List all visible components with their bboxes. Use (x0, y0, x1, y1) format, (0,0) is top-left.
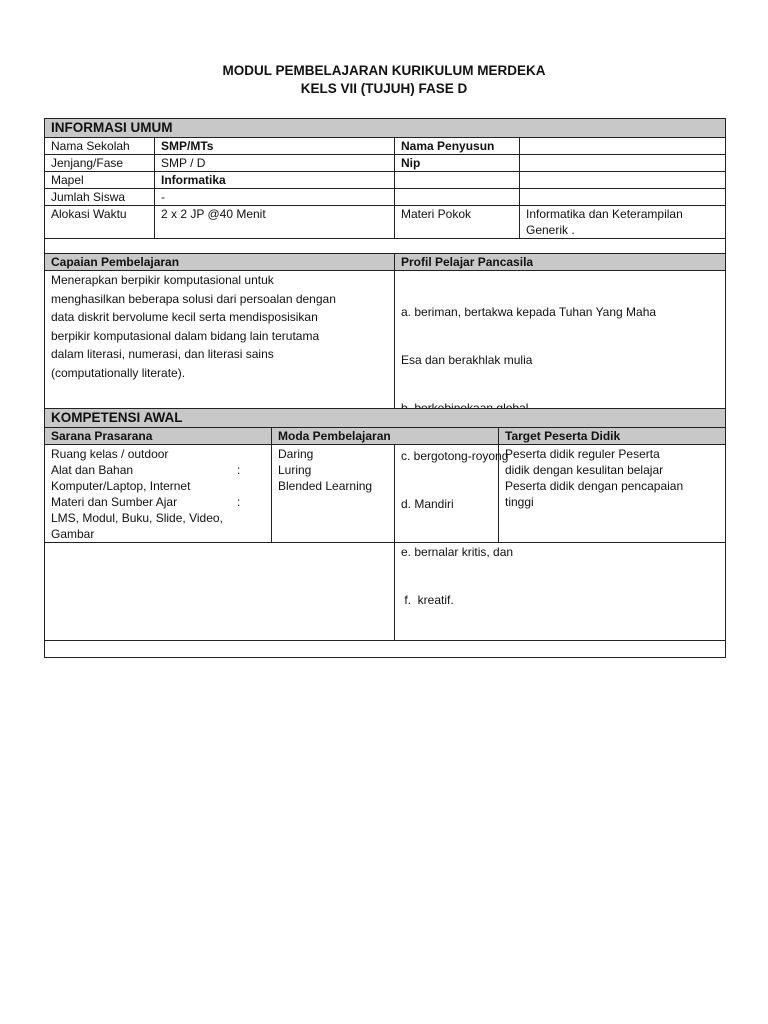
capaian-heading: Capaian Pembelajaran (45, 254, 395, 271)
profil-item: d. Mandiri (401, 497, 454, 511)
target-heading: Target Peserta Didik (499, 428, 726, 445)
sarana-line: LMS, Modul, Buku, Slide, Video, (51, 511, 223, 525)
informasi-umum-table (44, 118, 726, 254)
info-label-2 (395, 189, 520, 206)
info-value-2 (520, 189, 726, 206)
info-value: SMP / D (155, 155, 395, 172)
info-label: Jenjang/Fase (45, 155, 155, 172)
profil-item: c. bergotong-royong (401, 449, 509, 463)
profil-heading: Profil Pelajar Pancasila (395, 254, 726, 271)
info-label-2: Nama Penyusun (395, 138, 520, 155)
capaian-line: berpikir komputasional dalam bidang lain terutama (51, 328, 320, 343)
moda-cell (272, 445, 499, 543)
info-row (45, 189, 726, 206)
moda-item: Daring (278, 447, 314, 461)
profil-item: f. kreatif. (401, 593, 454, 607)
target-line: Peserta didik reguler Peserta (505, 447, 660, 461)
info-row (45, 172, 726, 189)
info-label: Alokasi Waktu (45, 206, 155, 239)
profil-item: e. bernalar kritis, dan (401, 545, 514, 559)
document-title (0, 62, 768, 98)
sarana-cell (45, 445, 272, 543)
sarana-line: Gambar (51, 527, 95, 541)
title-line-2: KELS VII (TUJUH) FASE D (300, 81, 468, 96)
sarana-line-with-colon (51, 462, 265, 478)
info-value-2: Informatika dan Keterampilan Generik . (520, 206, 726, 239)
info-value: 2 x 2 JP @40 Menit (155, 206, 395, 239)
info-value-2 (520, 138, 726, 155)
target-cell (499, 445, 726, 543)
moda-item: Blended Learning (278, 479, 373, 493)
kompetensi-awal-heading: KOMPETENSI AWAL (45, 409, 726, 428)
sarana-line: Komputer/Laptop, Internet (51, 479, 191, 493)
moda-item: Luring (278, 463, 312, 477)
spacer-row (45, 641, 726, 658)
profil-item: Esa dan berakhlak mulia (401, 353, 533, 367)
target-line: Peserta didik dengan pencapaian (505, 479, 684, 493)
moda-heading: Moda Pembelajaran (272, 428, 499, 445)
info-label: Nama Sekolah (45, 138, 155, 155)
informasi-umum-heading: INFORMASI UMUM (45, 119, 726, 138)
capaian-line: Menerapkan berpikir komputasional untuk (51, 273, 274, 287)
info-row (45, 138, 726, 155)
profil-item: a. beriman, bertakwa kepada Tuhan Yang Maha (401, 305, 657, 319)
info-label: Mapel (45, 172, 155, 189)
info-label-2: Materi Pokok (395, 206, 520, 239)
kompetensi-awal-table (44, 408, 726, 543)
info-label: Jumlah Siswa (45, 189, 155, 206)
colon: : (237, 495, 241, 509)
target-line: tinggi (505, 495, 534, 509)
info-label-2: Nip (395, 155, 520, 172)
info-row (45, 206, 726, 239)
info-label-2 (395, 172, 520, 189)
capaian-line: data diskrit bervolume kecil serta mendisposisikan (51, 310, 318, 324)
sarana-heading: Sarana Prasarana (45, 428, 272, 445)
colon: : (237, 463, 241, 477)
sarana-line-with-colon (51, 494, 265, 510)
sarana-label: Materi dan Sumber Ajar (51, 495, 178, 509)
capaian-line: menghasilkan beberapa solusi dari persoalan dengan (51, 291, 336, 306)
capaian-line: (computationally literate). (51, 365, 186, 380)
info-value: Informatika (155, 172, 395, 189)
title-line-1: MODUL PEMBELAJARAN KURIKULUM MERDEKA (222, 63, 546, 78)
info-value-2 (520, 172, 726, 189)
capaian-line: dalam literasi, numerasi, dan literasi sains (51, 347, 274, 361)
target-line: didik dengan kesulitan belajar (505, 463, 664, 477)
info-value: - (155, 189, 395, 206)
spacer-row (45, 239, 726, 254)
sarana-label: Alat dan Bahan (51, 463, 134, 477)
info-value-2 (520, 155, 726, 172)
info-value: SMP/MTs (155, 138, 395, 155)
sarana-line: Ruang kelas / outdoor (51, 447, 169, 461)
info-row (45, 155, 726, 172)
